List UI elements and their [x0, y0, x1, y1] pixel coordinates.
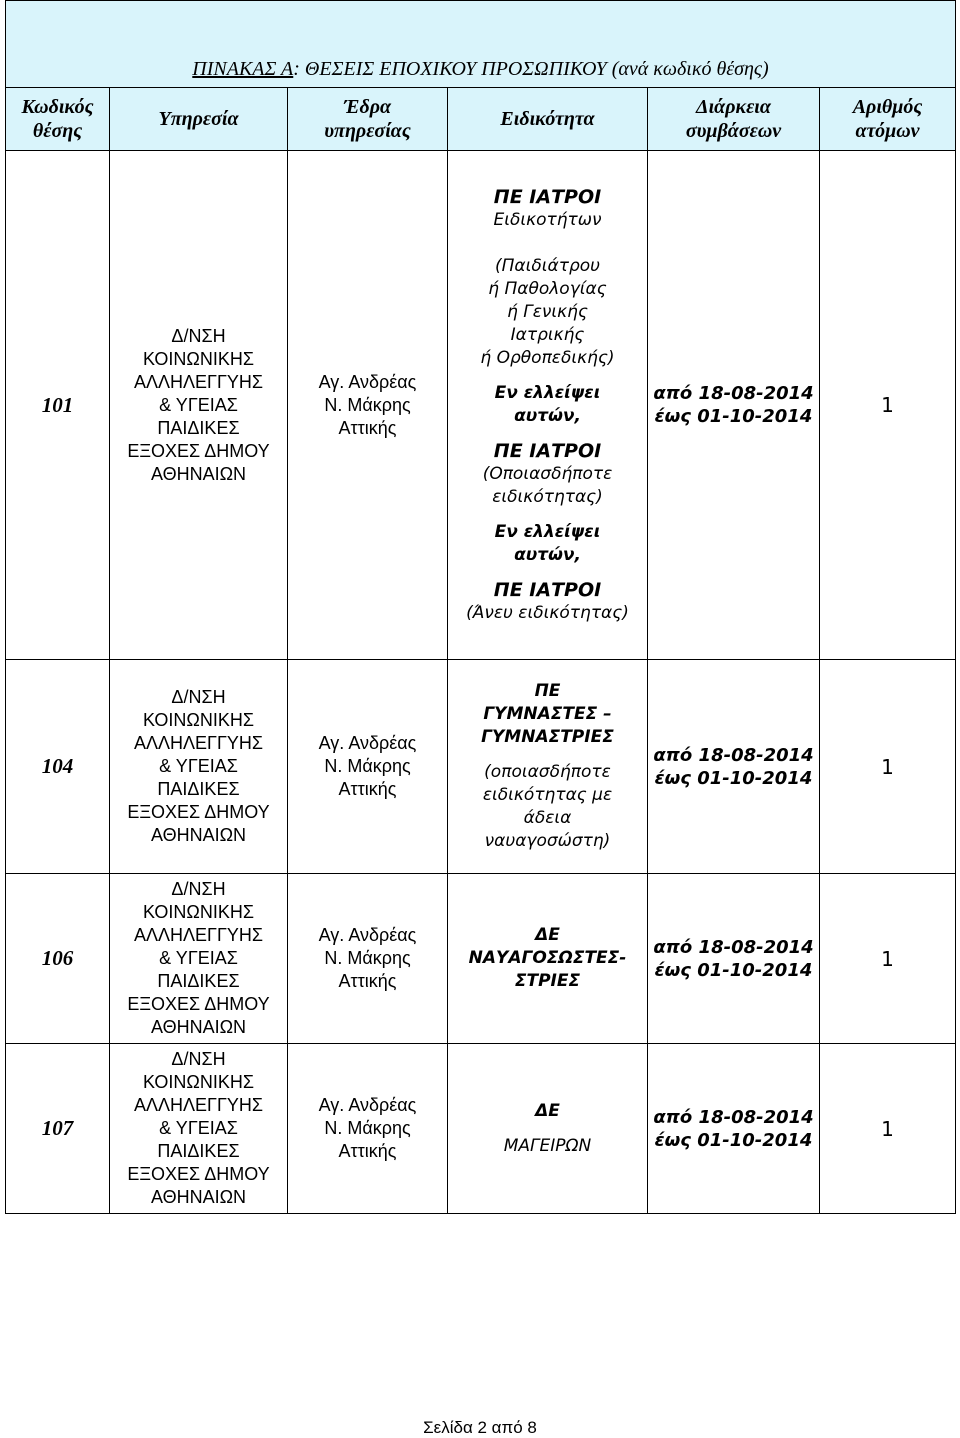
position-code: 107 [6, 1044, 110, 1214]
duration-cell: από 18-08-2014 έως 01-10-2014 [648, 1044, 820, 1214]
duration-cell: από 18-08-2014 έως 01-10-2014 [648, 660, 820, 874]
specialty-cell: ΠΕ ΓΥΜΝΑΣΤΕΣ – ΓΥΜΝΑΣΤΡΙΕΣ (οποιασδήποτε ειδικότητας με άδεια ναυαγοσώστη) [448, 660, 648, 874]
specialty-cell: ΔΕ ΝΑΥΑΓΟΣΩΣΤΕΣ- ΣΤΡΙΕΣ [448, 874, 648, 1044]
header-seat: Έδρα υπηρεσίας [288, 88, 448, 151]
service-cell: Δ/ΝΣΗ ΚΟΙΝΩΝΙΚΗΣ ΑΛΛΗΛΕΓΓΥΗΣ & ΥΓΕΙΑΣ ΠΑΙΔΙΚΕΣ ΕΞΟΧΕΣ ΔΗΜΟΥ ΑΘΗΝΑΙΩΝ [110, 151, 288, 660]
table-title-text: : ΘΕΣΕΙΣ ΕΠΟΧΙΚΟΥ ΠΡΟΣΩΠΙΚΟΥ (ανά κωδικό θέσης) [293, 58, 769, 80]
header-service: Υπηρεσία [110, 88, 288, 151]
count-cell: 1 [820, 1044, 956, 1214]
header-duration: Διάρκεια συμβάσεων [648, 88, 820, 151]
table-row [6, 660, 956, 874]
table-row [6, 1044, 956, 1214]
table-title [6, 1, 956, 88]
seat-cell: Αγ. Ανδρέας Ν. Μάκρης Αττικής [288, 660, 448, 874]
seat-cell: Αγ. Ανδρέας Ν. Μάκρης Αττικής [288, 151, 448, 660]
header-code: Κωδικός θέσης [6, 88, 110, 151]
service-cell: Δ/ΝΣΗ ΚΟΙΝΩΝΙΚΗΣ ΑΛΛΗΛΕΓΓΥΗΣ & ΥΓΕΙΑΣ ΠΑΙΔΙΚΕΣ ΕΞΟΧΕΣ ΔΗΜΟΥ ΑΘΗΝΑΙΩΝ [110, 660, 288, 874]
count-cell: 1 [820, 151, 956, 660]
count-cell: 1 [820, 874, 956, 1044]
count-cell: 1 [820, 660, 956, 874]
table-row [6, 874, 956, 1044]
page-number: Σελίδα 2 από 8 [423, 1418, 537, 1437]
header-count: Αριθμός ατόμων [820, 88, 956, 151]
service-cell: Δ/ΝΣΗ ΚΟΙΝΩΝΙΚΗΣ ΑΛΛΗΛΕΓΓΥΗΣ & ΥΓΕΙΑΣ ΠΑΙΔΙΚΕΣ ΕΞΟΧΕΣ ΔΗΜΟΥ ΑΘΗΝΑΙΩΝ [110, 1044, 288, 1214]
header-specialty: Ειδικότητα [448, 88, 648, 151]
position-code: 106 [6, 874, 110, 1044]
duration-cell: από 18-08-2014 έως 01-10-2014 [648, 874, 820, 1044]
seat-cell: Αγ. Ανδρέας Ν. Μάκρης Αττικής [288, 874, 448, 1044]
positions-table [5, 0, 956, 1214]
specialty-cell: ΔΕ ΜΑΓΕΙΡΩΝ [448, 1044, 648, 1214]
table-row [6, 151, 956, 660]
table-title-prefix: ΠΙΝΑΚΑΣ Α [192, 58, 294, 80]
specialty-cell: ΠΕ ΙΑΤΡΟΙ Ειδικοτήτων (Παιδιάτρου ή Παθολογίας ή Γενικής Ιατρικής ή Ορθοπεδικής) Εν ελλείψει αυτών, ΠΕ ΙΑΤΡΟΙ (Οποιασδήποτε ειδικότητας) Εν ελλείψει αυτών, ΠΕ ΙΑΤΡΟΙ (Άνευ ειδικότητας) [448, 151, 648, 660]
header-row [6, 88, 956, 151]
seat-cell: Αγ. Ανδρέας Ν. Μάκρης Αττικής [288, 1044, 448, 1214]
document-page [5, 0, 955, 1214]
position-code: 104 [6, 660, 110, 874]
duration-cell: από 18-08-2014 έως 01-10-2014 [648, 151, 820, 660]
position-code: 101 [6, 151, 110, 660]
table-title-row [6, 1, 956, 88]
service-cell: Δ/ΝΣΗ ΚΟΙΝΩΝΙΚΗΣ ΑΛΛΗΛΕΓΓΥΗΣ & ΥΓΕΙΑΣ ΠΑΙΔΙΚΕΣ ΕΞΟΧΕΣ ΔΗΜΟΥ ΑΘΗΝΑΙΩΝ [110, 874, 288, 1044]
